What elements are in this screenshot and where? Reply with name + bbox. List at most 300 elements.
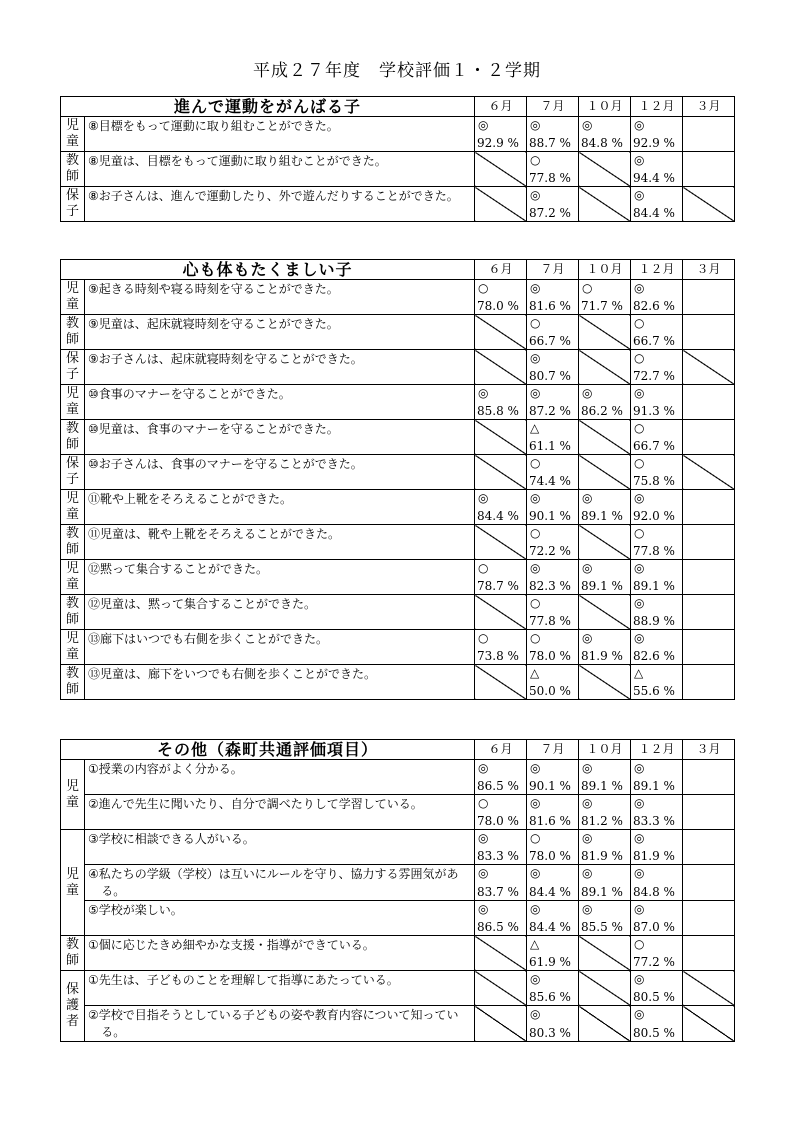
rating-mark: ○ bbox=[634, 421, 645, 435]
not-applicable-cell bbox=[683, 455, 735, 490]
rating-mark: ◎ bbox=[530, 281, 541, 295]
rating-mark: ◎ bbox=[634, 386, 645, 400]
rating-mark: ◎ bbox=[530, 351, 541, 365]
respondent-label bbox=[61, 760, 85, 830]
score-cell bbox=[475, 560, 527, 595]
respondent-char: 教 bbox=[65, 937, 79, 952]
rating-mark: ◎ bbox=[582, 386, 593, 400]
score-cell bbox=[683, 525, 735, 560]
table-row bbox=[61, 490, 735, 525]
score-cell bbox=[683, 280, 735, 315]
rating-mark: ◎ bbox=[530, 386, 541, 400]
item-text: ⑧目標をもって運動に取り組むことができた。 bbox=[88, 119, 339, 133]
respondent-char: 児 bbox=[65, 561, 79, 576]
rating-mark: ○ bbox=[634, 456, 645, 470]
evaluation-item bbox=[85, 795, 475, 830]
score-cell bbox=[683, 936, 735, 971]
score-cell bbox=[527, 525, 579, 560]
rating-mark: ◎ bbox=[582, 561, 593, 575]
rating-mark: ◎ bbox=[530, 796, 541, 810]
table-row bbox=[61, 280, 735, 315]
rating-mark: ○ bbox=[530, 153, 541, 167]
respondent-label bbox=[61, 936, 85, 971]
respondent-char: 保 bbox=[65, 188, 79, 203]
not-applicable-cell bbox=[475, 525, 527, 560]
table-row bbox=[61, 936, 735, 971]
rating-mark: ◎ bbox=[634, 796, 645, 810]
percentage-value: 78.0 % bbox=[477, 814, 519, 828]
respondent-label bbox=[61, 665, 85, 700]
evaluation-item bbox=[85, 865, 475, 901]
table-row bbox=[61, 830, 735, 865]
percentage-value: 80.5 % bbox=[633, 990, 675, 1004]
respondent-char: 教 bbox=[65, 596, 79, 611]
rating-mark: ○ bbox=[530, 831, 541, 845]
respondent-char: 師 bbox=[65, 612, 79, 627]
table-row bbox=[61, 315, 735, 350]
document-title: 平成２７年度 学校評価１・２学期 bbox=[253, 61, 541, 81]
respondent-char: 児 bbox=[65, 118, 79, 133]
percentage-value: 87.2 % bbox=[529, 404, 571, 418]
evaluation-item bbox=[85, 315, 475, 350]
item-text: ⑪児童は、靴や上靴をそろえることができた。 bbox=[88, 527, 341, 541]
rating-mark: ◎ bbox=[530, 761, 541, 775]
percentage-value: 92.9 % bbox=[477, 136, 519, 150]
not-applicable-cell bbox=[579, 455, 631, 490]
score-cell bbox=[683, 152, 735, 187]
item-text: ⑪靴や上靴をそろえることができた。 bbox=[88, 492, 293, 506]
score-cell bbox=[579, 490, 631, 525]
respondent-char: 保 bbox=[65, 982, 79, 997]
evaluation-item bbox=[85, 936, 475, 971]
percentage-value: 86.5 % bbox=[477, 920, 519, 934]
score-cell bbox=[527, 152, 579, 187]
not-applicable-cell bbox=[579, 971, 631, 1006]
score-cell bbox=[475, 490, 527, 525]
not-applicable-cell bbox=[683, 971, 735, 1006]
score-cell bbox=[631, 455, 683, 490]
month-header: ３月 bbox=[683, 740, 735, 760]
not-applicable-cell bbox=[475, 187, 527, 222]
respondent-char: 児 bbox=[65, 631, 79, 646]
score-cell bbox=[683, 760, 735, 795]
evaluation-item bbox=[85, 420, 475, 455]
percentage-value: 55.6 % bbox=[633, 684, 675, 698]
score-cell bbox=[631, 490, 683, 525]
score-cell bbox=[475, 280, 527, 315]
score-cell bbox=[631, 971, 683, 1006]
respondent-label bbox=[61, 315, 85, 350]
respondent-char: 師 bbox=[65, 437, 79, 452]
score-cell bbox=[475, 830, 527, 865]
rating-mark: ○ bbox=[478, 631, 489, 645]
percentage-value: 85.5 % bbox=[581, 920, 623, 934]
percentage-value: 77.8 % bbox=[633, 544, 675, 558]
percentage-value: 82.6 % bbox=[633, 299, 675, 313]
not-applicable-cell bbox=[579, 665, 631, 700]
score-cell bbox=[631, 1006, 683, 1042]
item-text: ②進んで先生に聞いたり、自分で調べたりして学習している。 bbox=[88, 797, 423, 811]
month-header: １０月 bbox=[579, 260, 631, 280]
respondent-char: 児 bbox=[65, 866, 79, 882]
section-title: その他（森町共通評価項目） bbox=[61, 740, 475, 760]
respondent-label bbox=[61, 630, 85, 665]
percentage-value: 78.0 % bbox=[529, 849, 571, 863]
percentage-value: 84.8 % bbox=[633, 885, 675, 899]
respondent-char: 教 bbox=[65, 153, 79, 168]
percentage-value: 72.7 % bbox=[633, 369, 675, 383]
month-header: １０月 bbox=[579, 97, 631, 117]
evaluation-item bbox=[85, 971, 475, 1006]
respondent-char: 師 bbox=[65, 332, 79, 347]
month-header: ３月 bbox=[683, 97, 735, 117]
rating-mark: ◎ bbox=[582, 631, 593, 645]
percentage-value: 77.2 % bbox=[633, 955, 675, 969]
score-cell bbox=[631, 830, 683, 865]
percentage-value: 89.1 % bbox=[581, 579, 623, 593]
percentage-value: 81.6 % bbox=[529, 814, 571, 828]
section-title: 進んで運動をがんばる子 bbox=[61, 97, 475, 117]
not-applicable-cell bbox=[579, 936, 631, 971]
percentage-value: 75.8 % bbox=[633, 474, 675, 488]
score-cell bbox=[475, 385, 527, 420]
score-cell bbox=[683, 595, 735, 630]
item-text: ⑧児童は、目標をもって運動に取り組むことができた。 bbox=[88, 154, 387, 168]
percentage-value: 90.1 % bbox=[529, 779, 571, 793]
month-header: ６月 bbox=[475, 260, 527, 280]
score-cell bbox=[527, 187, 579, 222]
item-text: ④私たちの学級（学校）は互いにルールを守り、協力する雰囲気がある。 bbox=[88, 867, 459, 898]
rating-mark: ◎ bbox=[478, 386, 489, 400]
rating-mark: ○ bbox=[530, 456, 541, 470]
item-text: ⑩食事のマナーを守ることができた。 bbox=[88, 387, 291, 401]
table-row bbox=[61, 560, 735, 595]
score-cell bbox=[527, 830, 579, 865]
percentage-value: 85.8 % bbox=[477, 404, 519, 418]
evaluation-item bbox=[85, 350, 475, 385]
score-cell bbox=[579, 901, 631, 936]
percentage-value: 89.1 % bbox=[581, 509, 623, 523]
score-cell bbox=[475, 117, 527, 152]
score-cell bbox=[631, 901, 683, 936]
percentage-value: 61.1 % bbox=[529, 439, 571, 453]
evaluation-item bbox=[85, 385, 475, 420]
month-header: １０月 bbox=[579, 740, 631, 760]
table-row bbox=[61, 865, 735, 901]
not-applicable-cell bbox=[475, 455, 527, 490]
score-cell bbox=[683, 117, 735, 152]
item-text: ①個に応じたきめ細やかな支援・指導ができている。 bbox=[88, 938, 375, 952]
percentage-value: 80.3 % bbox=[529, 1026, 571, 1040]
not-applicable-cell bbox=[475, 315, 527, 350]
not-applicable-cell bbox=[475, 1006, 527, 1042]
item-text: ②学校で目指そうとしている子どもの姿や教育内容について知っている。 bbox=[88, 1008, 459, 1039]
percentage-value: 91.3 % bbox=[633, 404, 675, 418]
percentage-value: 86.5 % bbox=[477, 779, 519, 793]
score-cell bbox=[683, 315, 735, 350]
percentage-value: 90.1 % bbox=[529, 509, 571, 523]
respondent-label bbox=[61, 152, 85, 187]
respondent-label bbox=[61, 350, 85, 385]
percentage-value: 82.6 % bbox=[633, 649, 675, 663]
respondent-char: 師 bbox=[65, 169, 79, 184]
table-row bbox=[61, 971, 735, 1006]
rating-mark: ◎ bbox=[478, 761, 489, 775]
percentage-value: 73.8 % bbox=[477, 649, 519, 663]
percentage-value: 81.9 % bbox=[581, 849, 623, 863]
rating-mark: ◎ bbox=[530, 902, 541, 916]
month-header: ７月 bbox=[527, 97, 579, 117]
percentage-value: 92.9 % bbox=[633, 136, 675, 150]
score-cell bbox=[527, 280, 579, 315]
respondent-char: 童 bbox=[65, 507, 79, 522]
item-text: ⑩児童は、食事のマナーを守ることができた。 bbox=[88, 422, 339, 436]
rating-mark: ◎ bbox=[582, 831, 593, 845]
percentage-value: 78.0 % bbox=[477, 299, 519, 313]
evaluation-item bbox=[85, 560, 475, 595]
percentage-value: 87.0 % bbox=[633, 920, 675, 934]
rating-mark: ◎ bbox=[634, 561, 645, 575]
not-applicable-cell bbox=[579, 350, 631, 385]
rating-mark: ◎ bbox=[634, 281, 645, 295]
item-text: ③学校に相談できる人がいる。 bbox=[88, 832, 255, 846]
percentage-value: 80.5 % bbox=[633, 1026, 675, 1040]
rating-mark: ◎ bbox=[582, 866, 593, 880]
respondent-label bbox=[61, 455, 85, 490]
respondent-char: 子 bbox=[65, 472, 79, 487]
percentage-value: 84.4 % bbox=[529, 920, 571, 934]
respondent-char: 童 bbox=[65, 647, 79, 662]
evaluation-table bbox=[60, 96, 735, 222]
score-cell bbox=[527, 665, 579, 700]
percentage-value: 88.7 % bbox=[529, 136, 571, 150]
table-row bbox=[61, 595, 735, 630]
item-text: ⑧お子さんは、進んで運動したり、外で遊んだりすることができた。 bbox=[88, 189, 459, 203]
not-applicable-cell bbox=[475, 665, 527, 700]
respondent-char: 保 bbox=[65, 351, 79, 366]
respondent-char: 教 bbox=[65, 421, 79, 436]
rating-mark: ◎ bbox=[530, 866, 541, 880]
percentage-value: 71.7 % bbox=[581, 299, 623, 313]
month-header: ６月 bbox=[475, 740, 527, 760]
percentage-value: 86.2 % bbox=[581, 404, 623, 418]
respondent-char: 児 bbox=[65, 386, 79, 401]
percentage-value: 84.4 % bbox=[529, 885, 571, 899]
rating-mark: ◎ bbox=[634, 153, 645, 167]
rating-mark: ◎ bbox=[530, 118, 541, 132]
not-applicable-cell bbox=[683, 187, 735, 222]
score-cell bbox=[475, 795, 527, 830]
percentage-value: 83.7 % bbox=[477, 885, 519, 899]
score-cell bbox=[683, 865, 735, 901]
evaluation-table bbox=[60, 739, 735, 1042]
score-cell bbox=[527, 901, 579, 936]
score-cell bbox=[527, 760, 579, 795]
not-applicable-cell bbox=[475, 152, 527, 187]
respondent-label bbox=[61, 385, 85, 420]
table-row bbox=[61, 455, 735, 490]
rating-mark: ◎ bbox=[634, 491, 645, 505]
percentage-value: 85.6 % bbox=[529, 990, 571, 1004]
score-cell bbox=[683, 901, 735, 936]
score-cell bbox=[527, 490, 579, 525]
respondent-char: 師 bbox=[65, 542, 79, 557]
month-header: １２月 bbox=[631, 740, 683, 760]
score-cell bbox=[475, 760, 527, 795]
rating-mark: ◎ bbox=[582, 118, 593, 132]
evaluation-item bbox=[85, 1006, 475, 1042]
percentage-value: 84.4 % bbox=[477, 509, 519, 523]
score-cell bbox=[631, 280, 683, 315]
rating-mark: ◎ bbox=[530, 491, 541, 505]
score-cell bbox=[631, 865, 683, 901]
score-cell bbox=[579, 830, 631, 865]
not-applicable-cell bbox=[579, 187, 631, 222]
rating-mark: ○ bbox=[478, 281, 489, 295]
item-text: ①授業の内容がよく分かる。 bbox=[88, 762, 243, 776]
score-cell bbox=[631, 385, 683, 420]
score-cell bbox=[527, 595, 579, 630]
table-row bbox=[61, 795, 735, 830]
not-applicable-cell bbox=[579, 525, 631, 560]
evaluation-item bbox=[85, 187, 475, 222]
item-text: ⑤学校が楽しい。 bbox=[88, 903, 183, 917]
rating-mark: ◎ bbox=[530, 561, 541, 575]
respondent-label bbox=[61, 280, 85, 315]
score-cell bbox=[527, 315, 579, 350]
respondent-char: 童 bbox=[65, 134, 79, 149]
month-header: ７月 bbox=[527, 740, 579, 760]
respondent-label bbox=[61, 971, 85, 1042]
rating-mark: ◎ bbox=[634, 596, 645, 610]
rating-mark: ◎ bbox=[634, 761, 645, 775]
respondent-char: 子 bbox=[65, 367, 79, 382]
table-row bbox=[61, 420, 735, 455]
respondent-label bbox=[61, 117, 85, 152]
respondent-char: 子 bbox=[65, 204, 79, 219]
percentage-value: 82.3 % bbox=[529, 579, 571, 593]
table-row bbox=[61, 350, 735, 385]
score-cell bbox=[683, 420, 735, 455]
rating-mark: ○ bbox=[530, 631, 541, 645]
rating-mark: ◎ bbox=[530, 188, 541, 202]
score-cell bbox=[683, 560, 735, 595]
score-cell bbox=[631, 630, 683, 665]
percentage-value: 72.2 % bbox=[529, 544, 571, 558]
not-applicable-cell bbox=[475, 971, 527, 1006]
evaluation-item bbox=[85, 760, 475, 795]
header-row bbox=[61, 740, 735, 760]
item-text: ⑬廊下はいつでも右側を歩くことができた。 bbox=[88, 632, 329, 646]
rating-mark: △ bbox=[530, 421, 540, 435]
rating-mark: ◎ bbox=[634, 972, 645, 986]
score-cell bbox=[475, 901, 527, 936]
score-cell bbox=[579, 560, 631, 595]
month-header: ７月 bbox=[527, 260, 579, 280]
rating-mark: ○ bbox=[530, 596, 541, 610]
rating-mark: ◎ bbox=[634, 831, 645, 845]
score-cell bbox=[683, 830, 735, 865]
item-text: ⑨児童は、起床就寝時刻を守ることができた。 bbox=[88, 317, 339, 331]
rating-mark: ◎ bbox=[478, 831, 489, 845]
table-row bbox=[61, 152, 735, 187]
evaluation-item bbox=[85, 630, 475, 665]
rating-mark: △ bbox=[530, 937, 540, 951]
score-cell bbox=[579, 865, 631, 901]
percentage-value: 84.8 % bbox=[581, 136, 623, 150]
table-row bbox=[61, 525, 735, 560]
section-title: 心も体もたくましい子 bbox=[61, 260, 475, 280]
rating-mark: ○ bbox=[634, 351, 645, 365]
table-row bbox=[61, 187, 735, 222]
respondent-char: 教 bbox=[65, 316, 79, 331]
item-text: ⑬児童は、廊下をいつでも右側を歩くことができた。 bbox=[88, 667, 377, 681]
not-applicable-cell bbox=[475, 350, 527, 385]
respondent-char: 童 bbox=[65, 402, 79, 417]
evaluation-item bbox=[85, 665, 475, 700]
rating-mark: ○ bbox=[634, 937, 645, 951]
month-header: １２月 bbox=[631, 97, 683, 117]
evaluation-item bbox=[85, 455, 475, 490]
respondent-label bbox=[61, 420, 85, 455]
respondent-label bbox=[61, 595, 85, 630]
not-applicable-cell bbox=[579, 315, 631, 350]
rating-mark: ◎ bbox=[634, 631, 645, 645]
percentage-value: 74.4 % bbox=[529, 474, 571, 488]
percentage-value: 89.1 % bbox=[633, 779, 675, 793]
score-cell bbox=[579, 117, 631, 152]
respondent-char: 師 bbox=[65, 682, 79, 697]
respondent-label bbox=[61, 525, 85, 560]
score-cell bbox=[579, 630, 631, 665]
respondent-char: 児 bbox=[65, 281, 79, 296]
percentage-value: 87.2 % bbox=[529, 206, 571, 220]
score-cell bbox=[475, 630, 527, 665]
respondent-label bbox=[61, 560, 85, 595]
table-row bbox=[61, 117, 735, 152]
respondent-label bbox=[61, 187, 85, 222]
respondent-char: 童 bbox=[65, 297, 79, 312]
rating-mark: ◎ bbox=[530, 1007, 541, 1021]
percentage-value: 94.4 % bbox=[633, 171, 675, 185]
respondent-char: 保 bbox=[65, 456, 79, 471]
evaluation-item bbox=[85, 525, 475, 560]
rating-mark: ○ bbox=[478, 561, 489, 575]
score-cell bbox=[527, 971, 579, 1006]
rating-mark: ◎ bbox=[530, 972, 541, 986]
not-applicable-cell bbox=[579, 152, 631, 187]
month-header: ６月 bbox=[475, 97, 527, 117]
month-header: ３月 bbox=[683, 260, 735, 280]
header-row bbox=[61, 260, 735, 280]
score-cell bbox=[527, 117, 579, 152]
item-text: ①先生は、子どものことを理解して指導にあたっている。 bbox=[88, 973, 399, 987]
table-row bbox=[61, 630, 735, 665]
respondent-char: 児 bbox=[65, 778, 79, 794]
score-cell bbox=[683, 490, 735, 525]
score-cell bbox=[527, 1006, 579, 1042]
percentage-value: 89.1 % bbox=[633, 579, 675, 593]
evaluation-item bbox=[85, 830, 475, 865]
rating-mark: ◎ bbox=[478, 118, 489, 132]
rating-mark: ○ bbox=[530, 526, 541, 540]
respondent-char: 者 bbox=[65, 1014, 79, 1029]
score-cell bbox=[631, 795, 683, 830]
not-applicable-cell bbox=[683, 1006, 735, 1042]
percentage-value: 66.7 % bbox=[633, 439, 675, 453]
rating-mark: ◎ bbox=[634, 188, 645, 202]
rating-mark: ◎ bbox=[582, 491, 593, 505]
